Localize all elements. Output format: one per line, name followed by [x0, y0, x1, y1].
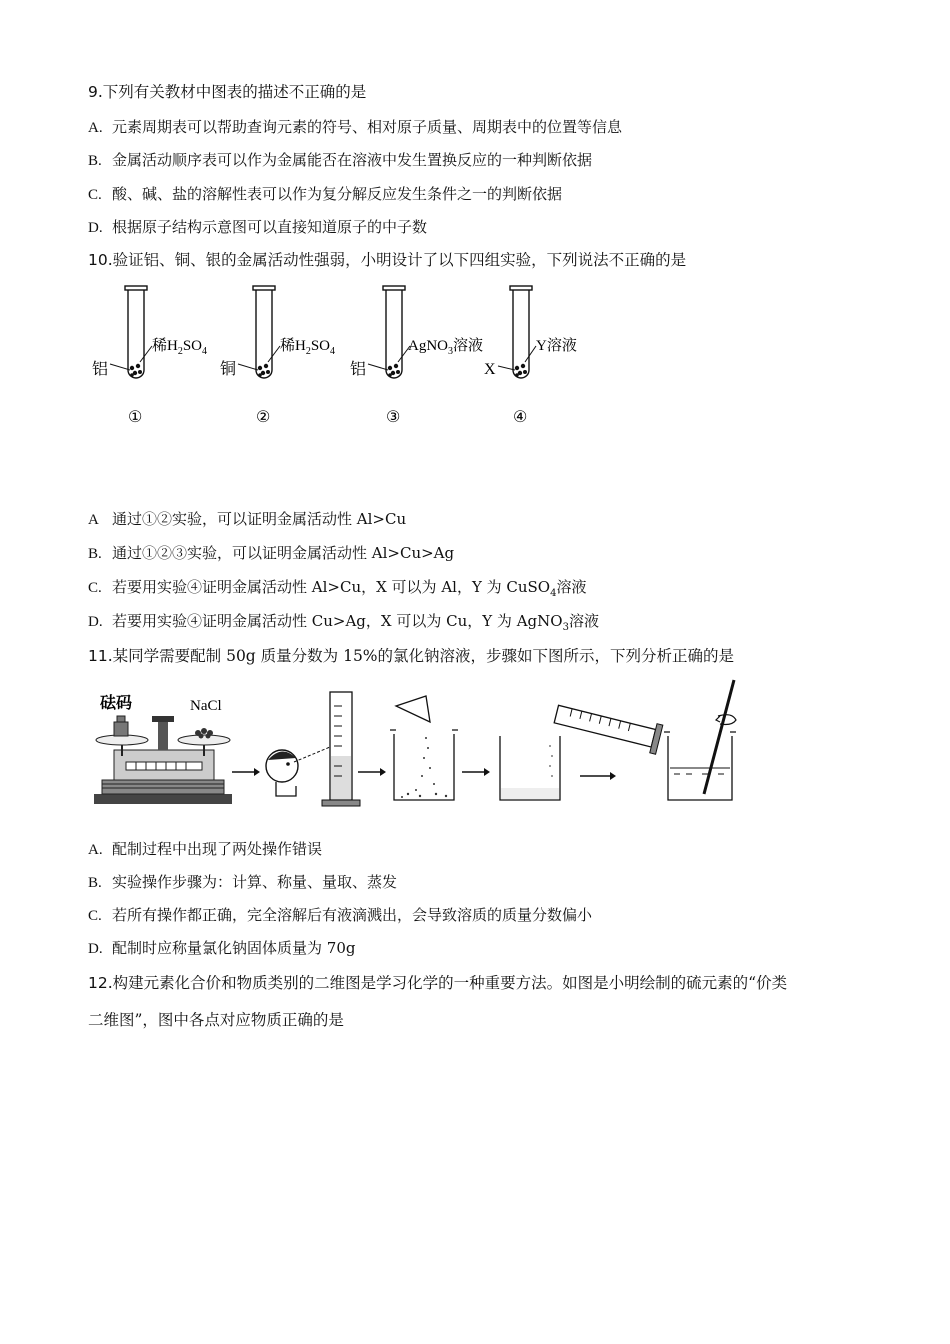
q11-option-d[interactable]: [88, 937, 355, 958]
q9-option-a[interactable]: [88, 116, 622, 137]
option-text: 通过①②③实验，可以证明金属活动性 Al>Cu>Ag: [112, 544, 455, 562]
metal-label: X: [484, 361, 496, 378]
option-text: 若所有操作都正确，完全溶解后有液滴溅出，会导致溶质的质量分数偏小: [112, 906, 593, 924]
test-tube-4: [484, 286, 577, 426]
option-text: 通过①②实验，可以证明金属活动性 Al>Cu: [112, 510, 407, 528]
question-number: 12: [88, 974, 108, 992]
option-text: 实验操作步骤为：计算、称量、量取、蒸发: [112, 873, 398, 891]
reagent-label: 稀$H_2SO_4$: [280, 338, 336, 357]
stem-text: .验证铝、铜、银的金属活动性强弱，小明设计了以下四组实验，下列说法不正确的是: [107, 251, 687, 269]
option-key: A.: [88, 120, 103, 136]
metal-label: 铝: [350, 361, 367, 378]
question-10-stem: [88, 248, 686, 270]
option-text: 配制过程中出现了两处操作错误: [112, 840, 323, 858]
option-key: C.: [88, 187, 102, 203]
balance-icon: [94, 694, 232, 804]
reagent-label: Y溶液: [536, 338, 577, 354]
option-text: 金属活动顺序表可以作为金属能否在溶液中发生置换反应的一种判断依据: [112, 151, 593, 169]
q9-option-d[interactable]: [88, 216, 427, 237]
question-12-stem-line2: 二维图”，图中各点对应物质正确的是: [88, 1011, 344, 1029]
nacl-label: NaCl: [190, 698, 222, 714]
option-key: B.: [88, 875, 102, 891]
solution-prep-figure: [90, 676, 760, 812]
metal-label: 铜: [220, 361, 237, 378]
beaker-stirring-icon: [664, 680, 736, 800]
tube-number: ④: [513, 409, 528, 426]
q10-option-d[interactable]: [88, 610, 599, 633]
test-tube-figure: [88, 280, 608, 430]
test-tube-1: [92, 286, 207, 426]
option-text: 配制时应称量氯化钠固体质量为 70g: [112, 939, 356, 957]
tube-number: ③: [386, 409, 401, 426]
subscript: 3: [562, 622, 569, 633]
weights-label: 砝码: [100, 695, 133, 712]
option-text-tail: 溶液: [556, 578, 587, 596]
tube-number: ①: [128, 409, 143, 426]
question-9-stem: [88, 80, 366, 102]
option-text: 根据原子结构示意图可以直接知道原子的中子数: [112, 218, 428, 236]
option-text: 若要用实验④证明金属活动性 Al>Cu，X 可以为 Al，Y 为 CuSO: [112, 578, 551, 596]
option-key: D.: [88, 220, 103, 236]
option-key: D.: [88, 614, 103, 630]
option-key: D.: [88, 941, 103, 957]
q10-option-a[interactable]: [88, 508, 406, 529]
option-key: C.: [88, 580, 102, 596]
q10-option-b[interactable]: [88, 542, 454, 563]
reagent-label: AgNO$_3$溶液: [408, 338, 484, 357]
q11-option-b[interactable]: [88, 871, 397, 892]
q11-option-c[interactable]: [88, 904, 592, 925]
question-number: 9: [88, 83, 98, 101]
metal-label: 铝: [92, 361, 109, 378]
q9-option-c[interactable]: [88, 183, 562, 204]
question-12-stem: [88, 971, 787, 993]
test-tube-2: [220, 286, 335, 426]
test-tube-3: [350, 286, 483, 426]
question-number: 10: [88, 251, 108, 269]
question-number: 11: [88, 647, 108, 665]
option-key: A.: [88, 842, 103, 858]
q11-option-a[interactable]: [88, 838, 322, 859]
beaker-pouring-water-icon: [500, 700, 663, 800]
stem-text: .下列有关教材中图表的描述不正确的是: [97, 83, 367, 101]
stem-text: .某同学需要配制 50g 质量分数为 15%的氯化钠溶液，步骤如下图所示，下列分析正确的是: [107, 647, 735, 665]
stem-text: .构建元素化合价和物质类别的二维图是学习化学的一种重要方法。如图是小明绘制的硫元素的“价类: [107, 974, 788, 992]
question-11-stem: [88, 644, 734, 666]
option-text: 酸、碱、盐的溶解性表可以作为复分解反应发生条件之一的判断依据: [112, 185, 563, 203]
option-key: A: [88, 512, 99, 528]
option-text: 若要用实验④证明金属活动性 Cu>Ag，X 可以为 Cu，Y 为 AgNO: [112, 612, 563, 630]
q10-option-c[interactable]: [88, 576, 587, 599]
subscript: 4: [550, 588, 557, 599]
reading-cylinder-icon: [266, 692, 360, 806]
beaker-pouring-salt-icon: [390, 696, 458, 800]
reagent-label: 稀$H_2SO_4$: [152, 338, 208, 357]
q9-option-b[interactable]: [88, 149, 592, 170]
option-text-tail: 溶液: [568, 612, 599, 630]
option-key: B.: [88, 546, 102, 562]
option-key: B.: [88, 153, 102, 169]
option-key: C.: [88, 908, 102, 924]
option-text: 元素周期表可以帮助查询元素的符号、相对原子质量、周期表中的位置等信息: [112, 118, 623, 136]
tube-number: ②: [256, 409, 271, 426]
